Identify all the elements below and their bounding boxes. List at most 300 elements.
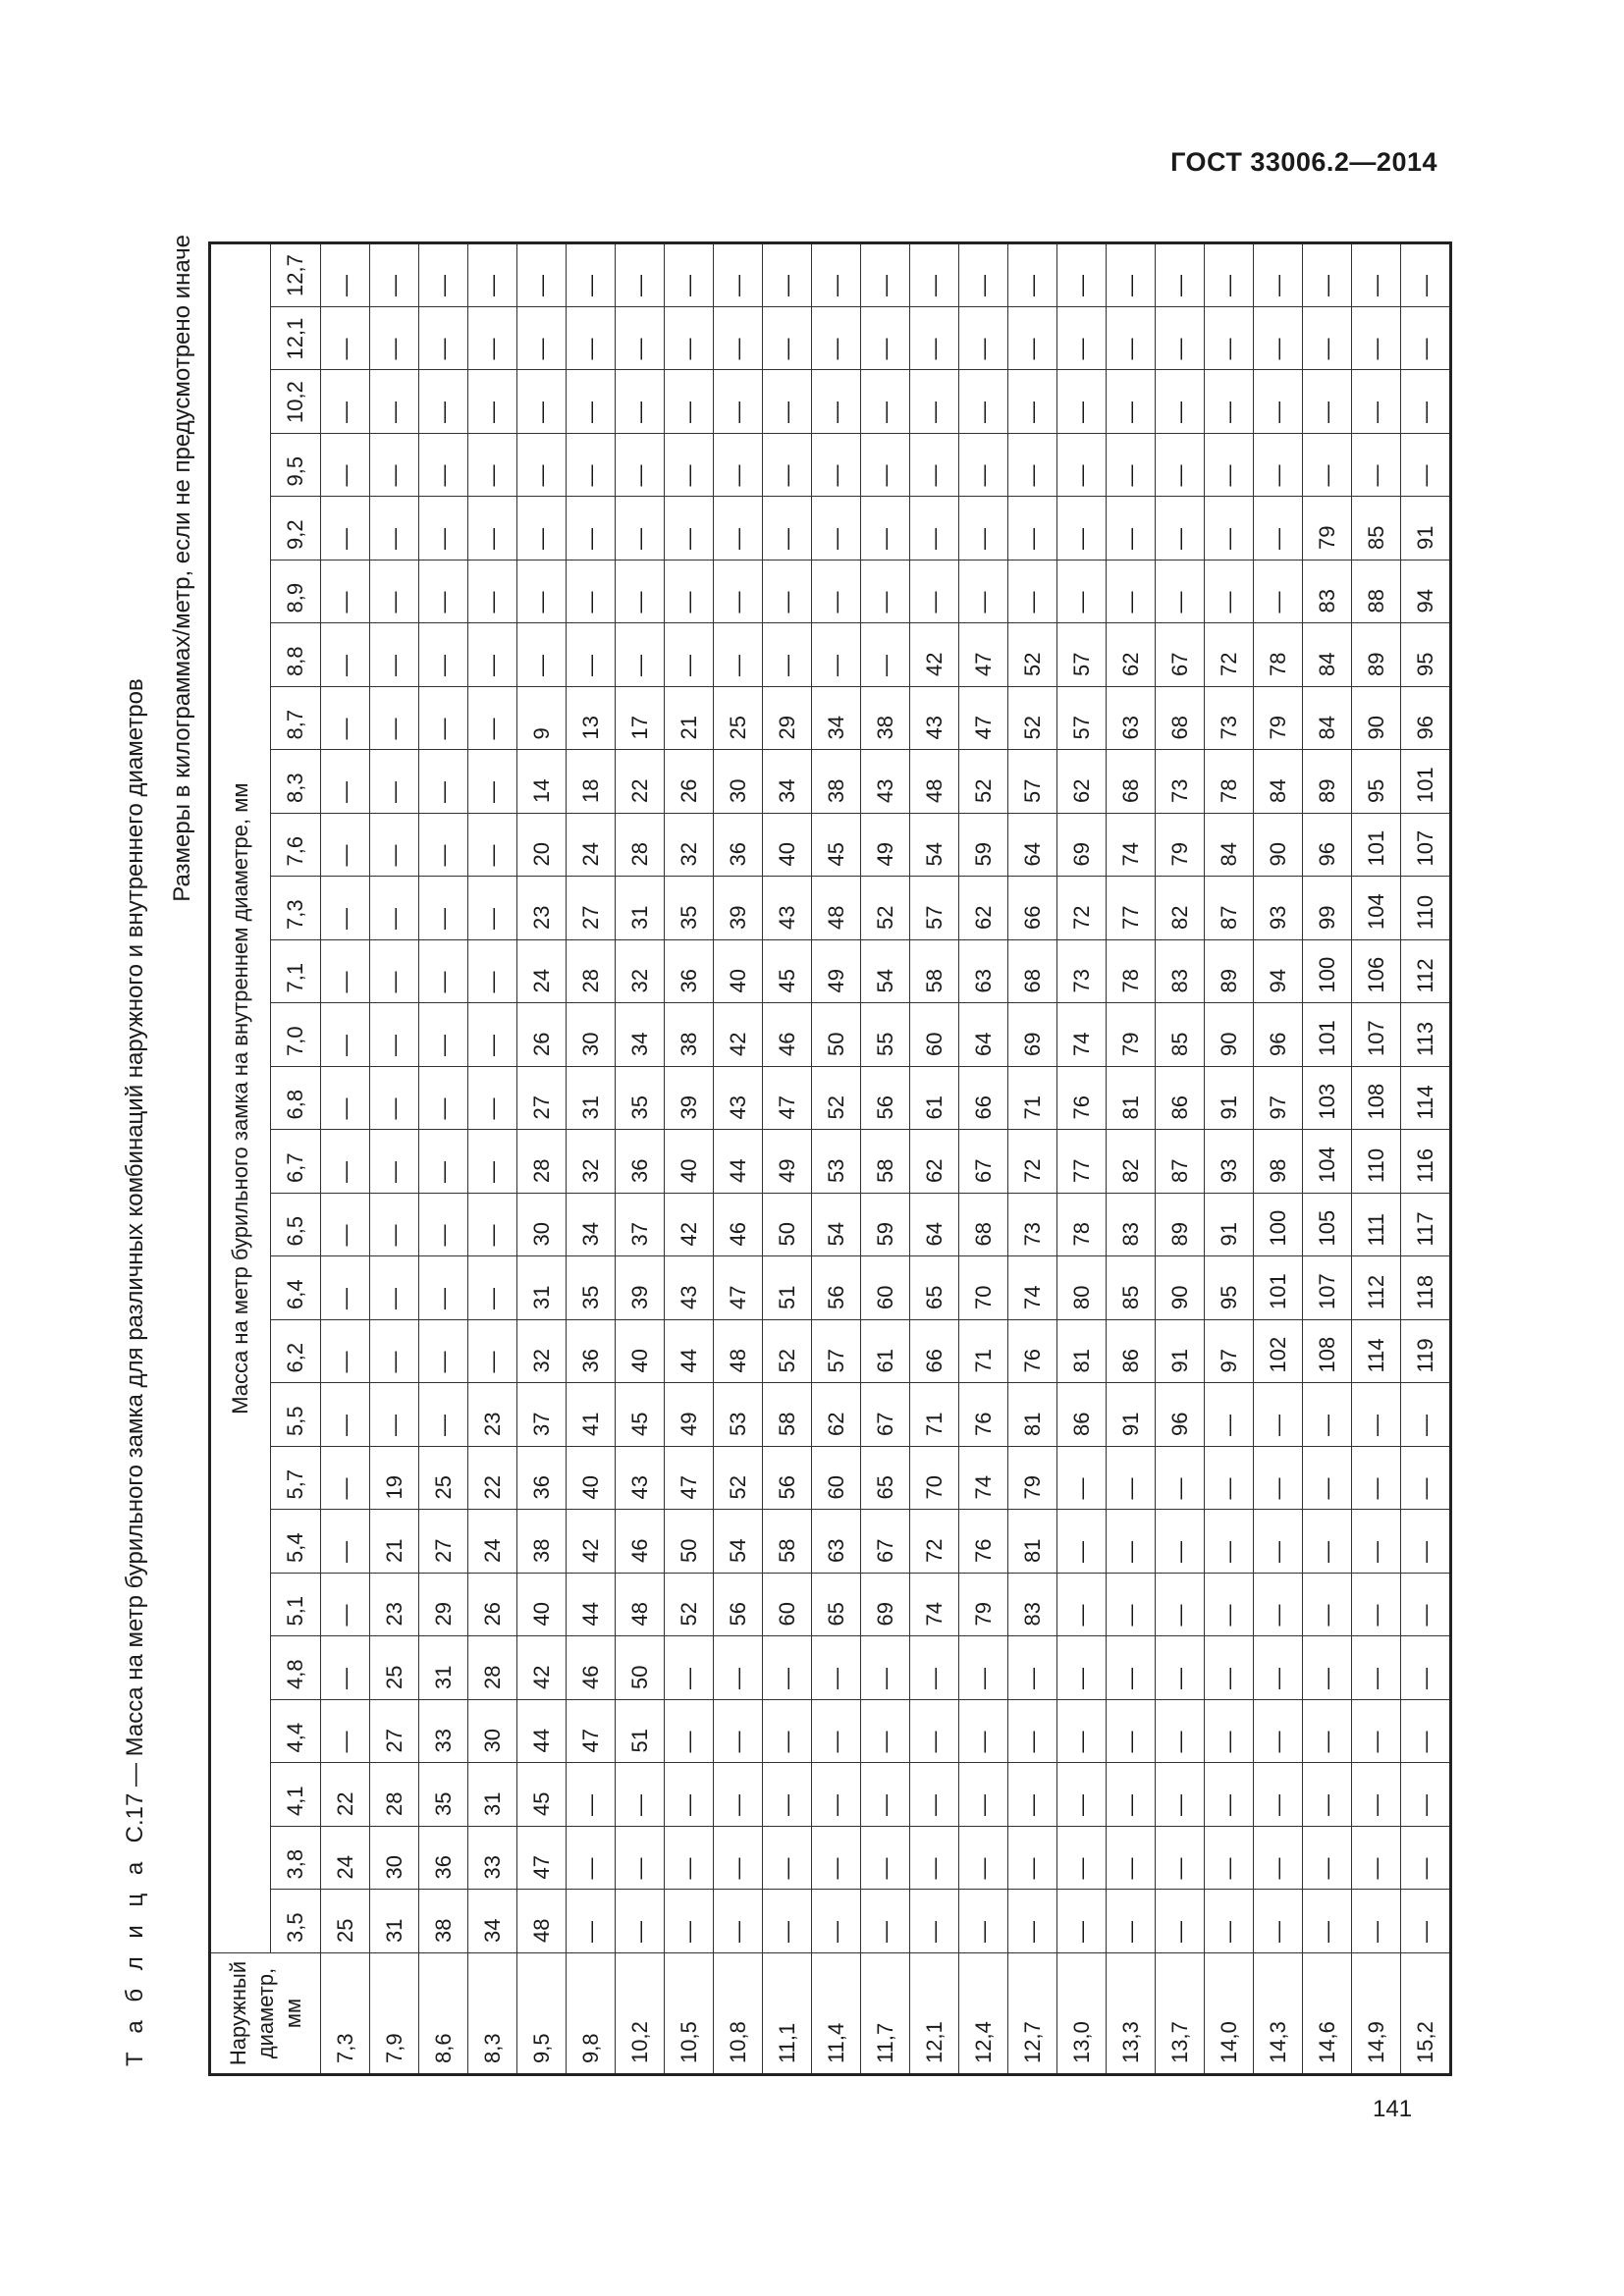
mass-cell: — [1156,1636,1205,1700]
mass-table [208,241,1452,2076]
mass-cell: — [959,1763,1008,1827]
mass-cell: 23 [370,1574,419,1637]
mass-cell: 79 [1254,687,1303,751]
mass-cell: — [1156,434,1205,498]
mass-cell: 31 [517,1256,567,1320]
mass-cell: — [1057,1574,1107,1637]
mass-cell: 54 [812,1194,861,1257]
mass-cell: 47 [567,1700,616,1764]
mass-cell: — [861,1827,910,1891]
mass-cell: — [812,1827,861,1891]
mass-cell: — [419,1130,468,1194]
mass-cell: — [1205,1890,1254,1953]
mass-cell: — [468,687,517,751]
mass-cell: — [1352,370,1401,434]
mass-cell: 68 [1156,687,1205,751]
mass-cell: 56 [763,1447,812,1511]
mass-cell: — [714,243,763,307]
mass-cell: — [1107,307,1156,371]
caption-text: С.17 — Масса на метр бурильного замка для различных комбинаций наружного и внутреннего диаметров [122,678,148,1843]
mass-cell: 34 [567,1194,616,1257]
mass-cell: — [1254,1763,1303,1827]
mass-cell: — [567,370,616,434]
mass-cell: 41 [567,1383,616,1447]
mass-cell: — [1008,1700,1057,1764]
mass-cell: 58 [763,1510,812,1574]
mass-cell: 42 [714,1003,763,1067]
mass-cell: — [1057,1700,1107,1764]
mass-cell: 37 [616,1194,665,1257]
mass-cell: — [567,307,616,371]
table-row [419,243,468,2075]
mass-cell: 70 [910,1447,959,1511]
outer-diameter-cell: 13,0 [1057,1953,1107,2075]
mass-cell: 96 [1401,687,1451,751]
mass-cell: — [861,623,910,687]
mass-cell: — [321,1320,370,1384]
mass-cell: — [1107,1447,1156,1511]
mass-cell: 35 [616,1067,665,1131]
mass-cell: 91 [1107,1383,1156,1447]
outer-diameter-cell: 9,8 [567,1953,616,2075]
mass-cell: — [1008,370,1057,434]
mass-cell: 47 [714,1256,763,1320]
column-header: 3,5 [271,1890,321,1953]
mass-cell: — [1205,1827,1254,1891]
mass-cell: 110 [1401,877,1451,940]
mass-cell: 69 [861,1574,910,1637]
mass-cell: — [419,687,468,751]
outer-diameter-cell: 14,0 [1205,1953,1254,2075]
mass-cell: — [1401,1890,1451,1953]
mass-cell: 103 [1303,1067,1352,1131]
mass-cell: — [468,1256,517,1320]
mass-cell: 55 [861,1003,910,1067]
table-row [959,243,1008,2075]
mass-cell: 65 [910,1256,959,1320]
mass-cell: 13 [567,687,616,751]
mass-cell: — [665,497,714,561]
mass-cell: 86 [1057,1383,1107,1447]
mass-cell: — [321,750,370,814]
mass-cell: — [763,1827,812,1891]
mass-cell: 73 [1057,940,1107,1004]
mass-cell: 57 [1008,750,1057,814]
mass-cell: — [910,1763,959,1827]
outer-diameter-cell: 11,7 [861,1953,910,2075]
mass-cell: 81 [1008,1510,1057,1574]
mass-cell: 52 [714,1447,763,1511]
mass-cell: — [567,623,616,687]
mass-cell: 74 [1057,1003,1107,1067]
mass-cell: — [812,1700,861,1764]
mass-cell: — [1107,1890,1156,1953]
table-row [321,243,370,2075]
mass-cell: — [1205,1763,1254,1827]
mass-cell: — [1008,497,1057,561]
mass-cell: 50 [616,1636,665,1700]
mass-cell: — [665,1700,714,1764]
mass-cell: — [812,623,861,687]
mass-cell: 87 [1205,877,1254,940]
mass-cell: 86 [1156,1067,1205,1131]
mass-cell: 57 [910,877,959,940]
mass-cell: 30 [517,1194,567,1257]
mass-cell: — [812,497,861,561]
mass-cell: 43 [763,877,812,940]
mass-cell: 42 [665,1194,714,1257]
row-header: Наружный диаметр, мм [210,1953,321,2075]
column-header: 7,6 [271,814,321,878]
mass-cell: — [321,1636,370,1700]
mass-cell: 54 [910,814,959,878]
mass-cell: 63 [812,1510,861,1574]
mass-cell: — [959,1890,1008,1953]
mass-cell: — [714,434,763,498]
mass-cell: — [1401,1447,1451,1511]
mass-cell: 81 [1008,1383,1057,1447]
mass-cell: 91 [1205,1194,1254,1257]
table-row [1107,243,1156,2075]
mass-cell: 58 [763,1383,812,1447]
mass-cell: 47 [959,623,1008,687]
mass-cell: 33 [468,1827,517,1891]
mass-cell: — [763,561,812,624]
mass-cell: 38 [517,1510,567,1574]
mass-cell: 53 [714,1383,763,1447]
mass-cell: 27 [517,1067,567,1131]
mass-cell: 83 [1107,1194,1156,1257]
mass-cell: — [321,623,370,687]
mass-cell: — [1205,1383,1254,1447]
mass-cell: 73 [1205,687,1254,751]
mass-cell: — [1107,370,1156,434]
mass-cell: 30 [468,1700,517,1764]
mass-cell: 36 [419,1827,468,1891]
mass-cell: 28 [567,940,616,1004]
mass-cell: — [1008,307,1057,371]
mass-cell: — [1107,434,1156,498]
table-row [1254,243,1303,2075]
mass-cell: — [1057,561,1107,624]
column-header: 12,1 [271,307,321,371]
mass-cell: — [1401,1574,1451,1637]
mass-cell: 65 [812,1574,861,1637]
mass-cell: — [763,1700,812,1764]
mass-cell: — [370,370,419,434]
mass-cell: — [959,497,1008,561]
mass-cell: — [1057,370,1107,434]
mass-cell: 22 [321,1763,370,1827]
mass-cell: 69 [1057,814,1107,878]
mass-cell: 36 [714,814,763,878]
mass-cell: 9 [517,687,567,751]
mass-cell: — [1352,434,1401,498]
mass-cell: — [419,1067,468,1131]
mass-cell: — [1303,1447,1352,1511]
mass-cell: — [616,1890,665,1953]
mass-cell: 98 [1254,1130,1303,1194]
mass-cell: 29 [419,1574,468,1637]
mass-cell: — [1303,434,1352,498]
table-row [1008,243,1057,2075]
mass-cell: 60 [861,1256,910,1320]
mass-cell: 51 [763,1256,812,1320]
mass-cell: — [370,814,419,878]
mass-cell: 62 [1107,623,1156,687]
mass-cell: — [321,1003,370,1067]
mass-cell: — [517,243,567,307]
mass-cell: — [861,307,910,371]
mass-cell: — [370,307,419,371]
mass-cell: 106 [1352,940,1401,1004]
mass-cell: — [763,307,812,371]
mass-cell: — [1303,1827,1352,1891]
mass-cell: — [370,1067,419,1131]
mass-cell: 95 [1352,750,1401,814]
mass-cell: 44 [517,1700,567,1764]
mass-cell: — [1401,370,1451,434]
mass-cell: — [1352,243,1401,307]
mass-cell: 32 [567,1130,616,1194]
document-code: ГОСТ 33006.2—2014 [1170,147,1437,177]
table-row [567,243,616,2075]
mass-cell: 25 [370,1636,419,1700]
mass-cell: — [370,1383,419,1447]
mass-cell: 77 [1057,1130,1107,1194]
mass-cell: 31 [616,877,665,940]
mass-cell: 48 [517,1890,567,1953]
mass-cell: 50 [763,1194,812,1257]
mass-cell: — [321,370,370,434]
mass-cell: — [1205,243,1254,307]
mass-cell: — [419,561,468,624]
mass-cell: — [321,687,370,751]
mass-cell: — [1156,561,1205,624]
mass-cell: — [1156,1700,1205,1764]
mass-cell: 114 [1352,1320,1401,1384]
mass-cell: — [616,434,665,498]
mass-cell: — [616,1827,665,1891]
mass-cell: — [812,1890,861,1953]
mass-cell: 35 [419,1763,468,1827]
mass-cell: — [468,434,517,498]
column-header: 4,8 [271,1636,321,1700]
mass-cell: 20 [517,814,567,878]
mass-cell: 68 [959,1194,1008,1257]
mass-cell: 96 [1303,814,1352,878]
mass-cell: — [861,434,910,498]
mass-cell: — [468,623,517,687]
mass-cell: 63 [959,940,1008,1004]
mass-cell: 39 [714,877,763,940]
mass-cell: — [1254,434,1303,498]
mass-cell: — [910,307,959,371]
mass-cell: — [419,1256,468,1320]
mass-cell: 32 [665,814,714,878]
mass-cell: — [1205,1574,1254,1637]
mass-cell: — [1303,1700,1352,1764]
mass-cell: — [1057,1447,1107,1511]
mass-cell: — [1401,1636,1451,1700]
mass-cell: 113 [1401,1003,1451,1067]
mass-cell: — [1303,1890,1352,1953]
mass-cell: 99 [1303,877,1352,940]
mass-cell: — [1401,243,1451,307]
mass-cell: — [370,1256,419,1320]
mass-cell: — [910,1827,959,1891]
mass-cell: — [1254,1700,1303,1764]
mass-cell: 24 [321,1827,370,1891]
column-header: 7,0 [271,1003,321,1067]
mass-cell: — [1205,561,1254,624]
column-header: 7,3 [271,877,321,940]
mass-cell: — [1205,1636,1254,1700]
outer-diameter-cell: 10,5 [665,1953,714,2075]
mass-cell: — [468,940,517,1004]
mass-cell: — [665,1636,714,1700]
mass-cell: — [1352,1890,1401,1953]
mass-cell: 71 [959,1320,1008,1384]
column-header: 3,8 [271,1827,321,1891]
mass-cell: — [861,561,910,624]
mass-cell: 29 [763,687,812,751]
mass-cell: 58 [910,940,959,1004]
mass-cell: 48 [714,1320,763,1384]
mass-cell: — [959,307,1008,371]
mass-cell: — [616,623,665,687]
mass-cell: — [370,750,419,814]
mass-cell: 51 [616,1700,665,1764]
mass-cell: — [1107,497,1156,561]
mass-cell: — [1352,1447,1401,1511]
mass-cell: — [321,1447,370,1511]
mass-cell: — [763,497,812,561]
mass-cell: 35 [567,1256,616,1320]
table-row [763,243,812,2075]
outer-diameter-cell: 10,8 [714,1953,763,2075]
mass-cell: 50 [812,1003,861,1067]
column-header: 8,8 [271,623,321,687]
outer-diameter-cell: 13,3 [1107,1953,1156,2075]
column-header: 9,5 [271,434,321,498]
column-header: 6,4 [271,1256,321,1320]
mass-cell: 64 [959,1003,1008,1067]
outer-diameter-cell: 12,4 [959,1953,1008,2075]
mass-cell: — [1107,1763,1156,1827]
mass-cell: — [321,434,370,498]
mass-cell: 66 [1008,877,1057,940]
mass-cell: — [321,243,370,307]
mass-cell: — [665,1763,714,1827]
mass-cell: — [861,1763,910,1827]
mass-cell: 57 [1057,623,1107,687]
mass-cell: 31 [419,1636,468,1700]
mass-cell: — [321,497,370,561]
mass-cell: — [468,814,517,878]
mass-cell: — [714,1763,763,1827]
mass-cell: — [468,561,517,624]
mass-cell: 119 [1401,1320,1451,1384]
mass-cell: — [959,1827,1008,1891]
mass-cell: 87 [1156,1130,1205,1194]
mass-cell: 94 [1254,940,1303,1004]
column-header: 5,7 [271,1447,321,1511]
mass-cell: 54 [714,1510,763,1574]
mass-cell: — [321,877,370,940]
mass-cell: — [567,1890,616,1953]
mass-cell: 65 [861,1447,910,1511]
mass-cell: 59 [959,814,1008,878]
mass-cell: — [959,1636,1008,1700]
mass-cell: — [910,370,959,434]
mass-cell: 40 [714,940,763,1004]
outer-diameter-cell: 9,5 [517,1953,567,2075]
column-header: 6,7 [271,1130,321,1194]
mass-cell: 80 [1057,1256,1107,1320]
mass-cell: 42 [910,623,959,687]
outer-diameter-cell: 11,4 [812,1953,861,2075]
mass-cell: 52 [959,750,1008,814]
mass-cell: 114 [1401,1067,1451,1131]
mass-cell: — [861,1636,910,1700]
column-header: 6,8 [271,1067,321,1131]
mass-cell: — [1254,1827,1303,1891]
mass-cell: 45 [763,940,812,1004]
mass-cell: — [321,814,370,878]
mass-cell: — [616,370,665,434]
mass-cell: 100 [1303,940,1352,1004]
mass-cell: — [1254,243,1303,307]
mass-cell: — [419,1194,468,1257]
table-row [1401,243,1451,2075]
mass-cell: 21 [665,687,714,751]
mass-cell: — [1107,1827,1156,1891]
mass-cell: 35 [665,877,714,940]
mass-cell: — [1205,1447,1254,1511]
mass-cell: 101 [1303,1003,1352,1067]
mass-cell: 79 [1008,1447,1057,1511]
mass-cell: — [1008,561,1057,624]
outer-diameter-cell: 8,3 [468,1953,517,2075]
mass-cell: 52 [1008,623,1057,687]
mass-cell: 97 [1205,1320,1254,1384]
mass-cell: 82 [1107,1130,1156,1194]
mass-cell: — [1352,1510,1401,1574]
mass-cell: 43 [910,687,959,751]
mass-cell: 46 [616,1510,665,1574]
mass-cell: 56 [812,1256,861,1320]
outer-diameter-cell: 14,3 [1254,1953,1303,2075]
table-row [1057,243,1107,2075]
mass-cell: 42 [567,1510,616,1574]
mass-cell: — [665,307,714,371]
mass-cell: — [1254,1574,1303,1637]
mass-cell: 18 [567,750,616,814]
mass-cell: 58 [861,1130,910,1194]
mass-cell: — [1254,1447,1303,1511]
mass-cell: — [1254,1890,1303,1953]
column-header: 7,1 [271,940,321,1004]
mass-cell: 56 [861,1067,910,1131]
mass-cell: 38 [419,1890,468,1953]
outer-diameter-cell: 11,1 [763,1953,812,2075]
table-row [714,243,763,2075]
mass-cell: — [517,434,567,498]
mass-cell: 104 [1352,877,1401,940]
mass-cell: 28 [370,1763,419,1827]
mass-cell: — [861,243,910,307]
